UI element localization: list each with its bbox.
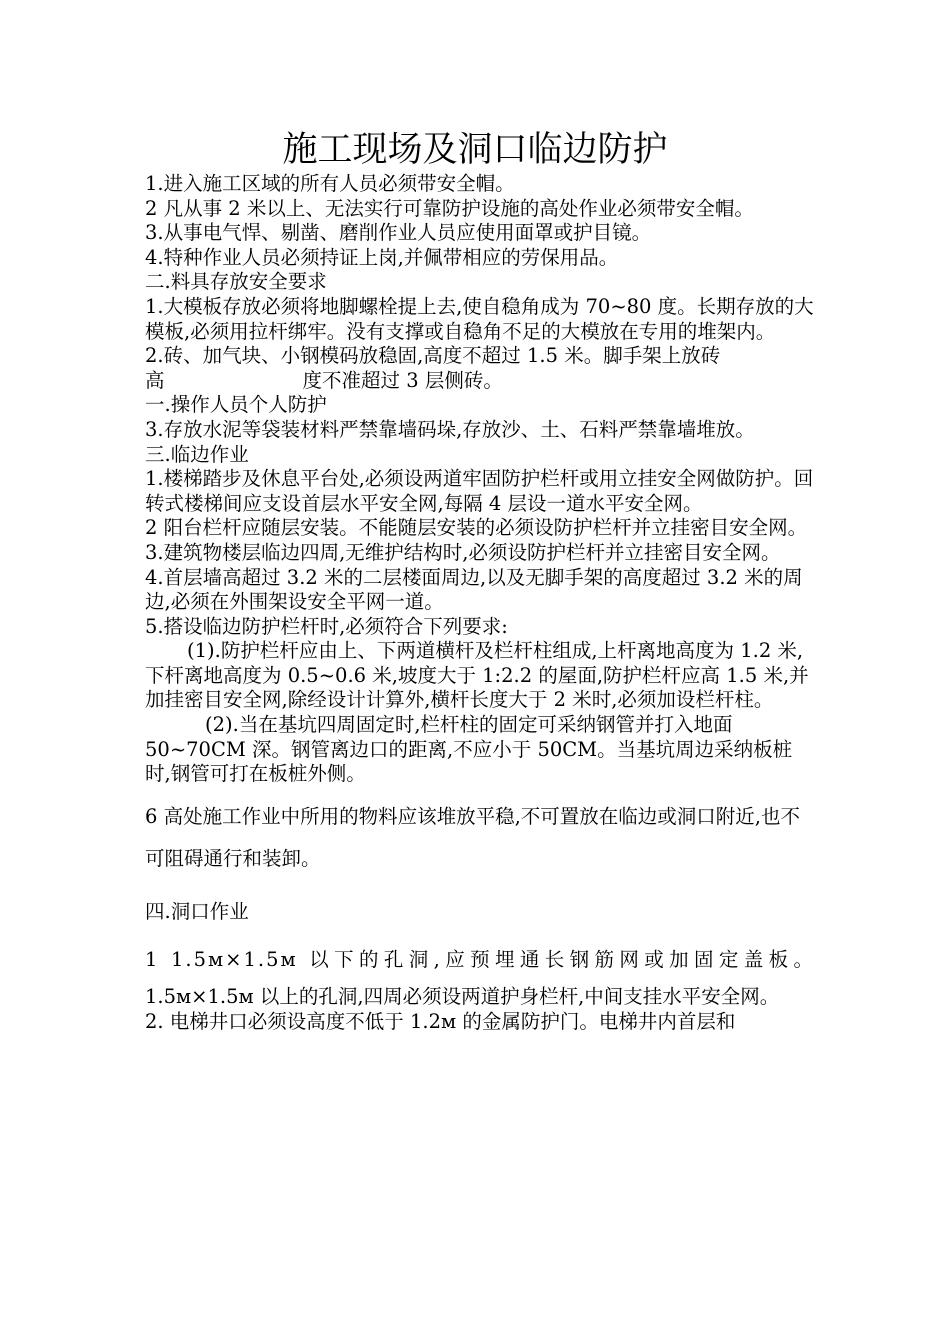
paragraph: 4.首层墙高超过 3.2 米的二层楼面周边,以及无脚手架的高度超过 3.2 米的周边,必须在外围架设安全平网一道。 bbox=[145, 565, 803, 614]
paragraph: 2 凡从事 2 米以上、无法实行可靠防护设施的高处作业必须带安全帽。 bbox=[145, 196, 754, 220]
fragment-rest: 度不准超过 3 层侧砖。 bbox=[302, 368, 503, 392]
document-title: 施工现场及洞口临边防护 bbox=[282, 130, 668, 170]
paragraph: 2. 电梯井口必须设高度不低于 1.2м 的金属防护门。电梯井内首层和 bbox=[145, 1009, 736, 1033]
fragment-high: 高 bbox=[145, 368, 165, 392]
paragraph: 2 阳台栏杆应随层安装。不能随层安装的必须设防护栏杆并立挂密目安全网。 bbox=[145, 516, 808, 540]
paragraph-sub-item: (2).当在基坑四周固定时,栏杆柱的固定可采纳钢管并打入地面 50~70CM 深。钢管离边口的距离,不应小于 50CM。当基坑周边采纳板桩时,钢管可打在板桩外侧。 bbox=[145, 713, 793, 786]
document-body bbox=[145, 172, 815, 1034]
paragraph: 1.进入施工区域的所有人员必须带安全帽。 bbox=[145, 172, 515, 195]
paragraph: 3.建筑物楼层临边四周,无维护结构时,必须设防护栏杆并立挂密目安全网。 bbox=[145, 540, 781, 564]
paragraph: 1 1.5м×1.5м 以下的孔洞,应预埋通长钢筋网或加固定盖板。 bbox=[145, 948, 815, 972]
paragraph: 3.存放水泥等袋装材料严禁靠墙码垛,存放沙、土、石料严禁靠墙堆放。 bbox=[145, 417, 755, 441]
paragraph: 5.搭设临边防护栏杆时,必须符合下列要求: bbox=[145, 614, 508, 638]
paragraph: 6 高处施工作业中所用的物料应该堆放平稳,不可置放在临边或洞口附近,也不可阻碍通行和装卸。 bbox=[145, 804, 801, 870]
paragraph: 4.特种作业人员必须持证上岗,并佩带相应的劳保用品。 bbox=[145, 245, 619, 269]
paragraph: 1.大模板存放必须将地脚螺栓提上去,使自稳角成为 70~80 度。长期存放的大模板,必须用拉杆绑牢。没有支撑或自稳角不足的大模放在专用的堆架内。 bbox=[145, 294, 814, 343]
paragraph: 2.砖、加气块、小钢模码放稳固,高度不超过 1.5 米。脚手架上放砖 bbox=[145, 344, 721, 368]
paragraph-continuation bbox=[145, 369, 815, 394]
paragraph: 1.楼梯踏步及休息平台处,必须设两道牢固防护栏杆或用立挂安全网做防护。回转式楼梯间应支设首层水平安全网,每隔 4 层设一道水平安全网。 bbox=[145, 467, 814, 515]
paragraph: 1.5м×1.5м 以上的孔洞,四周必须设两道护身栏杆,中间支挂水平安全网。 bbox=[145, 985, 780, 1009]
section-heading: 四.洞口作业 bbox=[145, 899, 249, 923]
section-heading: 二.料具存放安全要求 bbox=[145, 270, 327, 294]
section-heading: 三.临边作业 bbox=[145, 442, 249, 466]
paragraph-sub-item: (1).防护栏杆应由上、下两道横杆及栏杆柱组成,上杆离地高度为 1.2 米,下杆离地高度为 0.5~0.6 米,坡度大于 1:2.2 的屋面,防护栏杆应高 1.5 米,并加挂密目安全网,除经设计计算外,横杆长度大于 2 米时,必须加设栏杆柱。 bbox=[145, 639, 809, 712]
paragraph: 3.从事电气悍、剔凿、磨削作业人员应使用面罩或护目镜。 bbox=[145, 221, 652, 245]
section-heading: 一.操作人员个人防护 bbox=[145, 393, 327, 417]
